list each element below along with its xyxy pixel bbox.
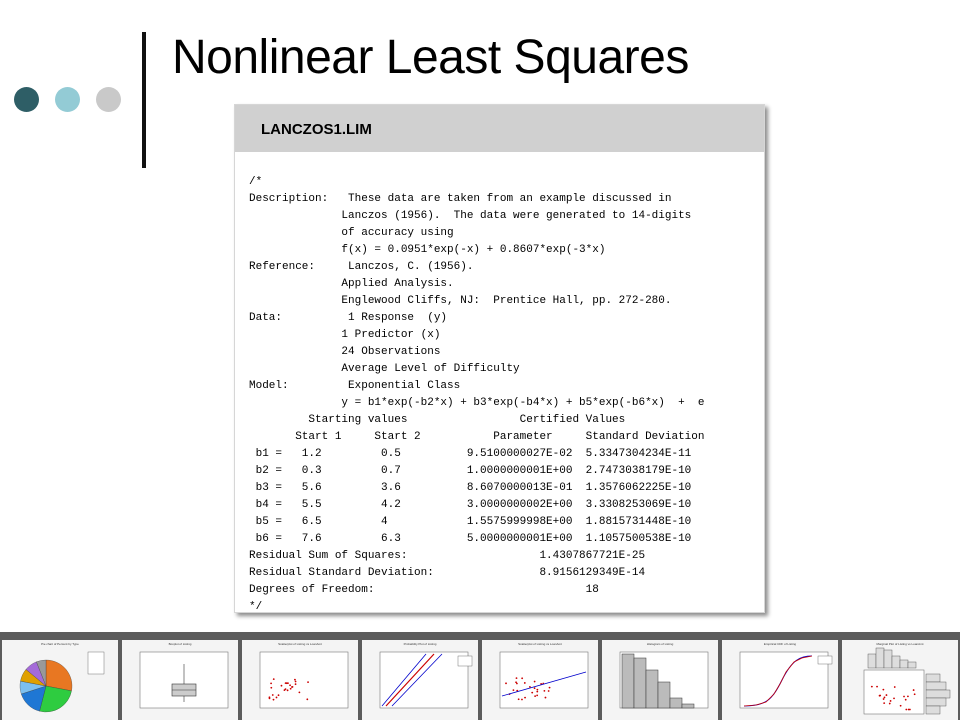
scatter-point [292,686,294,688]
scatter-point [893,697,895,699]
marginal-bar [926,682,946,690]
plot-frame [380,652,468,708]
thumbnail-graphic [722,640,838,720]
scatter-point [295,683,297,685]
dot-teal [55,87,80,112]
scatter-point [516,683,518,685]
chart-thumbnail[interactable] [362,640,478,720]
scatter-point [886,694,888,696]
legend-box [818,656,832,664]
scatter-point [521,699,523,701]
panel-line: b5 = 6.5 4 1.5575999998E+00 1.8815731448E-10 [249,516,692,528]
scatter-point [273,678,275,680]
chart-thumbnail[interactable] [842,640,958,720]
marginal-bar [884,650,892,668]
scatter-point [270,687,272,689]
scatter-point [903,696,905,698]
marginal-bar [892,656,900,668]
panel-text [249,174,704,613]
panel-line: */ [249,601,263,613]
marginal-bar [926,674,940,682]
panel-line: b6 = 7.6 6.3 5.0000000001E+00 1.1057500538E-10 [249,533,692,545]
panel-line: 1 Predictor (x) [249,329,441,341]
thumbnail-graphic [122,640,238,720]
scatter-point [289,684,291,686]
scatter-point [295,681,297,683]
scatter-point [905,709,907,711]
panel-line: Starting values Certified Values [249,414,626,426]
scatter-point [306,698,308,700]
panel-line: Data: 1 Response (y) [249,312,448,324]
thumbnail-graphic [842,640,958,720]
scatter-point [879,695,881,697]
panel-line: Start 1 Start 2 Parameter Standard Deviation [249,431,705,443]
histogram-bar [658,682,670,708]
scatter-point [534,681,536,683]
thumbnail-title: Boxplot of Listing [168,642,192,646]
scatter-point [908,709,910,711]
scatter-point [907,695,909,697]
scatter-point [286,682,288,684]
scatter-point [871,686,873,688]
panel-line: 24 Observations [249,346,441,358]
chart-thumbnail[interactable] [122,640,238,720]
panel-line: b3 = 5.6 3.6 8.6070000013E-01 1.3576062225E-10 [249,482,692,494]
thumbnail-title: Marginal Plot of Listing vs LoanAmt [876,642,924,646]
plot-frame [740,652,828,708]
scatter-point [513,689,515,691]
panel-line: b4 = 5.5 4.2 3.0000000002E+00 3.3308253069E-10 [249,499,692,511]
scatter-point [518,698,520,700]
scatter-point [531,692,533,694]
scatter-point [298,691,300,693]
chart-thumbnail[interactable] [602,640,718,720]
histogram-bar [682,704,694,708]
histogram-bar [646,670,658,708]
scatter-point [516,677,518,679]
scatter-point [294,679,296,681]
histogram-bar [670,698,682,708]
thumbnail-title: Histogram of Listing [646,642,674,646]
marginal-bar [926,698,946,706]
thumbnail-graphic [602,640,718,720]
scatter-point [890,700,892,702]
scatter-point [278,694,280,696]
thumbnail-graphic [242,640,358,720]
panel-line: b1 = 1.2 0.5 9.5100000027E-02 5.3347304234E-11 [249,448,692,460]
panel-line: y = b1*exp(-b2*x) + b3*exp(-b4*x) + b5*exp(-b6*x) + e [249,397,705,409]
scatter-point [269,697,271,699]
marginal-bar [876,648,884,668]
panel-line: /* [249,176,263,188]
panel-line: Englewood Cliffs, NJ: Prentice Hall, pp. 272-280. [249,295,672,307]
scatter-point [272,694,274,696]
scatter-point [521,677,523,679]
chart-thumbnail[interactable] [482,640,598,720]
scatter-point [549,687,551,689]
scatter-point [548,690,550,692]
chart-thumbnail[interactable] [2,640,118,720]
panel-line: Applied Analysis. [249,278,454,290]
scatter-point [284,689,286,691]
plot-frame [500,652,588,708]
scatter-point [524,697,526,699]
thumbnail-graphic [362,640,478,720]
scatter-point [270,682,272,684]
code-panel [234,104,765,613]
scatter-point [276,697,278,699]
legend-box [458,656,472,666]
scatter-point [894,686,896,688]
scatter-point [307,681,309,683]
panel-line: b2 = 0.3 0.7 1.0000000001E+00 2.7473038179E-10 [249,465,692,477]
scatter-point [900,705,902,707]
marginal-bar [926,706,940,714]
panel-line: Reference: Lanczos, C. (1956). [249,261,474,273]
thumbnail-graphic [482,640,598,720]
scatter-point [883,702,885,704]
panel-line: Average Level of Difficulty [249,363,520,375]
panel-line: Degrees of Freedom: 18 [249,584,599,596]
scatter-point [876,686,878,688]
title-divider [142,32,146,168]
marginal-bar [926,690,950,698]
chart-thumbnail[interactable] [242,640,358,720]
slide-title: Nonlinear Least Squares [172,31,689,84]
scatter-point [524,682,526,684]
dot-gray [96,87,121,112]
scatter-point [536,691,538,693]
thumbnail-title: Empirical CDF of Listing [763,642,797,646]
marginal-bar [908,662,916,668]
scatter-point [914,693,916,695]
legend-box [88,652,104,674]
histogram-bar [634,658,646,708]
scatter-point [273,699,275,701]
scatter-point [545,697,547,699]
panel-title: LANCZOS1.LIM [261,121,372,138]
scatter-point [882,689,884,691]
scatter-point [534,695,536,697]
scatter-point [905,699,907,701]
scatter-point [543,690,545,692]
scatter-point [505,682,507,684]
panel-line: Residual Standard Deviation: 8.9156129349E-14 [249,567,646,579]
scatter-point [913,689,915,691]
scatter-point [534,687,536,689]
panel-line: Lanczos (1956). The data were generated to 14-digits [249,210,692,222]
scatter-point [290,688,292,690]
panel-line: Residual Sum of Squares: 1.4307867721E-25 [249,550,646,562]
thumbnail-title: Pie chart of Percent by Type [41,642,79,646]
scatter-point [884,697,886,699]
plot-frame [864,670,924,714]
scatter-point [287,689,289,691]
thumbnail-title: Scatterplot of Listing vs LoanAmt [518,642,562,646]
thumbnail-title: Probability Plot of Listing [403,642,437,646]
panel-line: f(x) = 0.0951*exp(-x) + 0.8607*exp(-3*x) [249,244,606,256]
chart-thumbnail[interactable] [722,640,838,720]
thumbnail-title: Scatterplot of Listing vs LoanAmt [278,642,322,646]
scatter-point [536,689,538,691]
scatter-point [883,698,885,700]
dot-dark [14,87,39,112]
histogram-bar [622,654,634,708]
panel-line: of accuracy using [249,227,454,239]
thumbnail-graphic [2,640,118,720]
panel-line: Model: Exponential Class [249,380,461,392]
panel-line: Description: These data are taken from an example discussed in [249,193,672,205]
scatter-point [281,685,283,687]
scatter-point [536,694,538,696]
pie-slice [46,660,72,691]
scatter-point [889,703,891,705]
marginal-bar [900,660,908,668]
marginal-bar [868,654,876,668]
